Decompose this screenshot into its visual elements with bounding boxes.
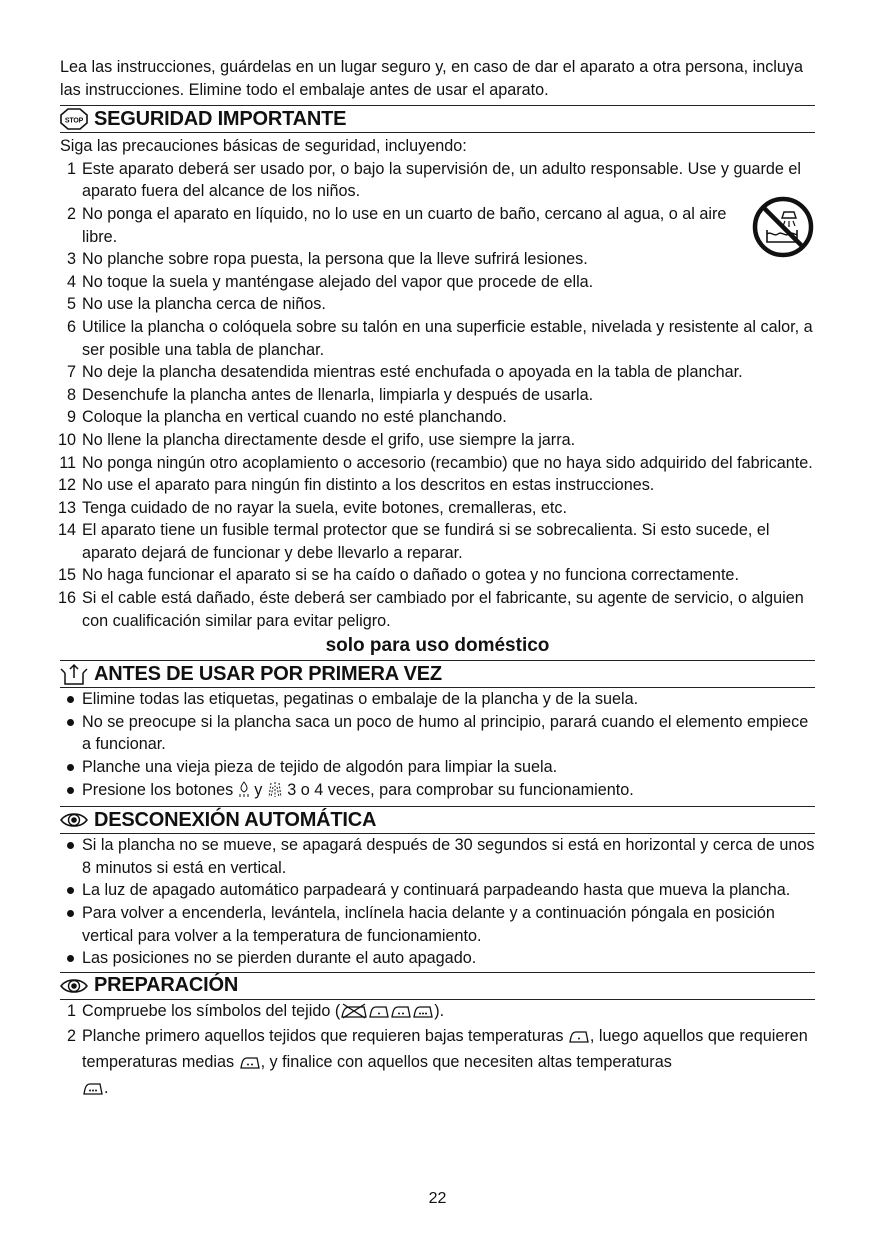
document-page	[57, 56, 815, 1102]
iron-medium-icon	[239, 1054, 261, 1077]
auto-off-list	[60, 834, 815, 970]
list-item: Elimine todas las etiquetas, pegatinas o embalaje de la plancha y de la suela.	[60, 688, 815, 711]
list-item: No se preocupe si la plancha saca un poco de humo al principio, parará cuando el elemento empiece a funcionar.	[60, 711, 815, 756]
spray-button-icon	[238, 781, 250, 805]
list-item: 13 Tenga cuidado de no rayar la suela, evite botones, cremalleras, etc.	[57, 498, 568, 517]
iron-high-icon	[412, 1003, 434, 1026]
list-item: 9 Coloque la plancha en vertical cuando no esté planchando.	[66, 408, 507, 427]
domestic-use-note: solo para uso doméstico	[325, 635, 550, 657]
list-item: 14 El aparato tiene un fusible termal protector que se fundirá si se sobrecalienta. Si esto sucede, el aparato dejará de funcionar y debe llevarlo a reparar.	[57, 521, 770, 562]
no-iron-icon	[340, 1003, 368, 1026]
preparation-title: PREPARACIÓN	[94, 974, 239, 997]
list-item: 3 No planche sobre ropa puesta, la persona que la lleve sufrirá lesiones.	[66, 250, 588, 269]
preparation-list	[60, 1000, 815, 1102]
iron-low-icon	[368, 1003, 390, 1026]
page-number: 22	[428, 1190, 447, 1207]
steam-shot-button-icon	[267, 781, 283, 805]
list-item: 16 Si el cable está dañado, éste deberá ser cambiado por el fabricante, su agente de servicio, o alguien con cualificación similar para evitar peligro.	[57, 589, 804, 630]
before-use-title: ANTES DE USAR POR PRIMERA VEZ	[94, 662, 442, 685]
stop-icon	[60, 108, 90, 130]
list-item: La luz de apagado automático parpadeará y continuará parpadeando hasta que mueva la plancha.	[60, 879, 815, 902]
list-item: 11 No ponga ningún otro acoplamiento o accesorio (recambio) que no haya sido adquirido del fabricante.	[59, 453, 813, 472]
list-item: Si la plancha no se mueve, se apagará después de 30 segundos si está en horizontal y cerca de unos 8 minutos si está en vertical.	[60, 834, 815, 879]
list-item: 8 Desenchufe la plancha antes de llenarla, limpiarla y después de usarla.	[66, 385, 594, 404]
no-water-warning-icon	[752, 196, 814, 263]
eye-icon	[60, 975, 90, 997]
list-item: 4 No toque la suela y manténgase alejado del vapor que procede de ella.	[66, 272, 594, 291]
list-item: 12 No use el aparato para ningún fin distinto a los descritos en estas instrucciones.	[57, 476, 655, 495]
list-item: 1 Compruebe los símbolos del tejido ( ).	[60, 1000, 815, 1026]
list-item: Las posiciones no se pierden durante el auto apagado.	[60, 947, 815, 970]
eye-icon	[60, 809, 90, 831]
list-item: 10 No llene la plancha directamente desde el grifo, use siempre la jarra.	[57, 430, 576, 449]
safety-lead: Siga las precauciones básicas de seguridad, incluyendo:	[60, 137, 467, 156]
list-item: 2 No ponga el aparato en líquido, no lo use en un cuarto de baño, cercano al agua, o al aire libre.	[66, 204, 727, 246]
list-item: Presione los botones y 3 o 4 veces, para comprobar su funcionamiento.	[60, 779, 815, 805]
list-item: 7 No deje la plancha desatendida mientras esté enchufada o apoyada en la tabla de planchar.	[66, 363, 743, 382]
list-item: 5 No use la plancha cerca de niños.	[66, 295, 326, 314]
unpack-box-icon	[60, 663, 90, 685]
iron-high-icon	[82, 1080, 104, 1103]
preparation-section-header	[60, 972, 815, 1000]
list-item: Planche una vieja pieza de tejido de algodón para limpiar la suela.	[60, 756, 815, 779]
list-item: 6 Utilice la plancha o colóquela sobre su talón en una superficie estable, nivelada y resistente al calor, a ser posible una tabla de planchar.	[66, 317, 813, 359]
safety-section-header	[60, 105, 815, 133]
before-use-section-header	[60, 660, 815, 688]
list-item: Para volver a encenderla, levántela, inclínela hacia delante y a continuación póngala en posición vertical para volver a la temperatura de funcionamiento.	[60, 902, 815, 947]
list-item: 15 No haga funcionar el aparato si se ha caído o dañado o gotea y no funciona correctamente.	[57, 566, 739, 585]
iron-medium-icon	[390, 1003, 412, 1026]
auto-off-title: DESCONEXIÓN AUTOMÁTICA	[94, 808, 377, 831]
list-item: 2 Planche primero aquellos tejidos que requieren bajas temperaturas , luego aquellos que requieren temperaturas medias , y finalice con aquellos que necesiten altas temperaturas .	[60, 1025, 815, 1102]
intro-paragraph: Lea las instrucciones, guárdelas en un lugar seguro y, en caso de dar el aparato a otra persona, incluya las instrucciones. Elimine todo el embalaje antes de usar el aparato.	[60, 58, 803, 99]
iron-low-icon	[568, 1028, 590, 1051]
before-use-list	[60, 688, 815, 804]
stop-icon-text: STOP	[64, 117, 84, 125]
safety-list	[57, 158, 815, 632]
safety-title: SEGURIDAD IMPORTANTE	[94, 107, 347, 130]
list-item: 1 Este aparato deberá ser usado por, o bajo la supervisión de, un adulto responsable. Use y guarde el aparato fuera del alcance de los niños.	[66, 159, 802, 201]
auto-off-section-header	[60, 806, 815, 834]
